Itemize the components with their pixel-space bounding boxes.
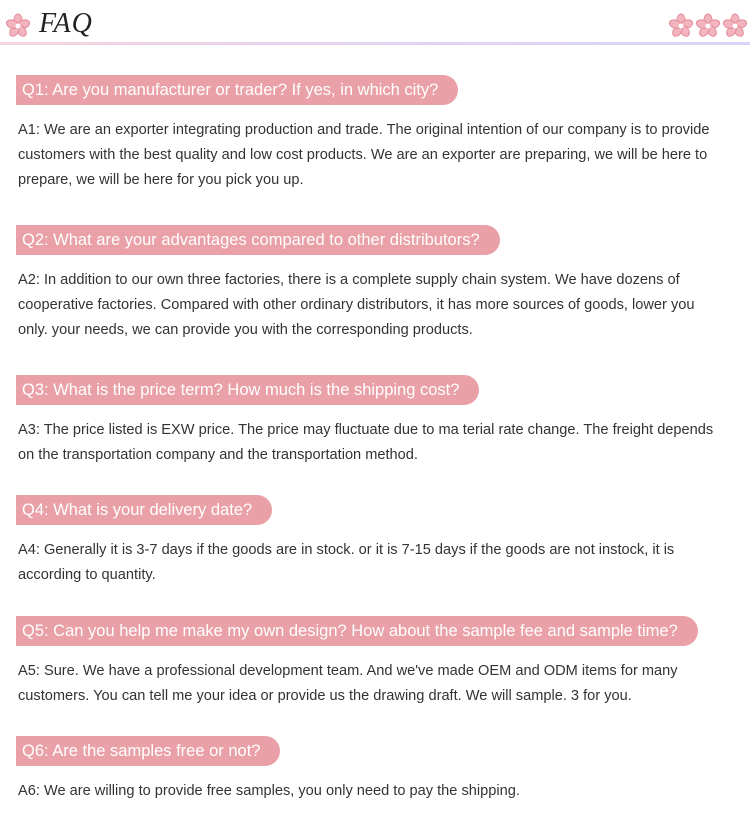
question-label: Q2: What are your advantages compared to other distributors? (16, 225, 500, 255)
decorative-flowers (668, 13, 748, 39)
flower-icon (668, 13, 694, 39)
answer-text: A5: Sure. We have a professional development team. And we've made OEM and ODM items for many customers. You can tell me your idea or provide us the drawing draft. We will sample. 3 for you. (18, 663, 678, 704)
flower-icon (695, 13, 721, 39)
answer-text: A6: We are willing to provide free samples, you only need to pay the shipping. (18, 783, 520, 799)
answer-text: A1: We are an exporter integrating production and trade. The original intention of our company is to provide customers with the best quality and low cost products. We are an exporter are preparing, we will be here to prepare, we will be here for you pick you up. (18, 122, 710, 188)
question-label: Q6: Are the samples free or not? (16, 736, 280, 766)
question-label: Q1: Are you manufacturer or trader? If yes, in which city? (16, 75, 458, 105)
faq-header (0, 0, 750, 50)
answer-text: A3: The price listed is EXW price. The price may fluctuate due to ma terial rate change. The freight depends on the transportation company and the transportation method. (18, 422, 714, 463)
answer-text: A4: Generally it is 3-7 days if the goods are in stock. or it is 7-15 days if the goods are not instock, it is according to quantity. (18, 542, 675, 583)
answer-text: A2: In addition to our own three factories, there is a complete supply chain system. We have dozens of cooperative factories. Compared with other ordinary distributors, it has more sources of goods, lower you only. your needs, we can provide you with the corresponding products. (18, 272, 695, 338)
flower-icon (5, 13, 31, 39)
header-divider (0, 42, 750, 45)
question-label: Q5: Can you help me make my own design? How about the sample fee and sample time? (16, 616, 698, 646)
flower-icon (722, 13, 748, 39)
question-label: Q4: What is your delivery date? (16, 495, 272, 525)
page-title: FAQ (39, 8, 93, 39)
question-label: Q3: What is the price term? How much is the shipping cost? (16, 375, 479, 405)
